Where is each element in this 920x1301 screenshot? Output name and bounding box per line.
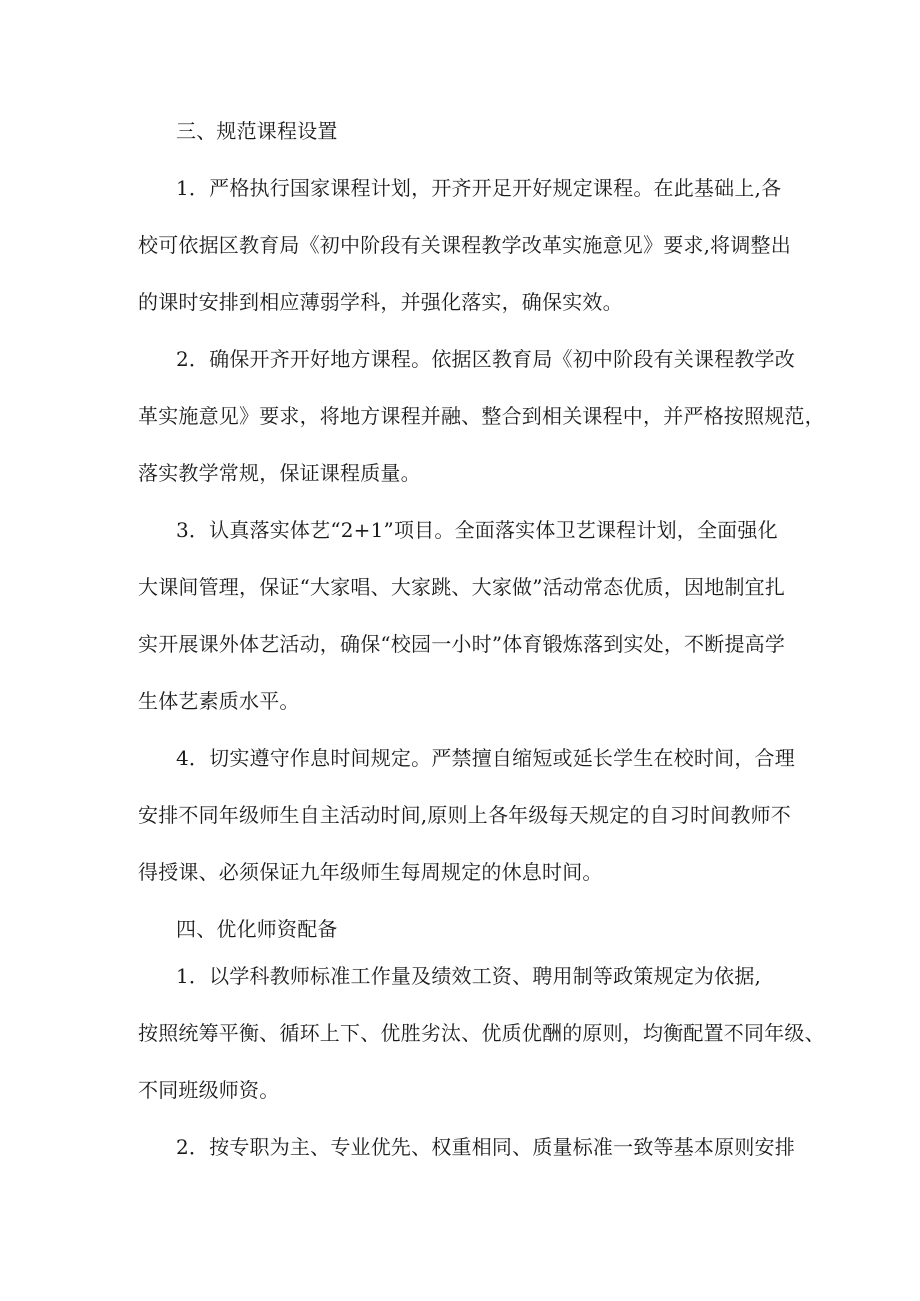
paragraph-line: 落实教学常规，保证课程质量。: [138, 461, 421, 485]
paragraph-line: 4．切实遵守作息时间规定。严禁擅自缩短或延长学生在校时间，合理: [176, 746, 795, 770]
paragraph-line: 革实施意见》要求，将地方课程并融、整合到相关课程中，并严格按照规范，: [138, 404, 825, 428]
section-heading: 四、优化师资配备: [176, 917, 338, 941]
paragraph-line: 2．确保开齐开好地方课程。依据区教育局《初中阶段有关课程教学改: [176, 347, 795, 371]
paragraph-line: 2．按专职为主、专业优先、权重相同、质量标准一致等基本原则安排: [176, 1135, 795, 1159]
paragraph-line: 1．严格执行国家课程计划，开齐开足开好规定课程。在此基础上,各: [176, 176, 782, 200]
paragraph-line: 生体艺素质水平。: [138, 689, 300, 713]
paragraph-line: 安排不同年级师生自主活动时间,原则上各年级每天规定的自习时间教师不: [138, 803, 791, 827]
paragraph-line: 不同班级师资。: [138, 1078, 280, 1102]
paragraph-line: 3．认真落实体艺“2+1”项目。全面落实体卫艺课程计划，全面强化: [176, 518, 778, 542]
paragraph-line: 校可依据区教育局《初中阶段有关课程教学改革实施意见》要求,将调整出: [138, 233, 791, 257]
section-heading: 三、规范课程设置: [176, 119, 338, 143]
paragraph-line: 的课时安排到相应薄弱学科，并强化落实，确保实效。: [138, 290, 623, 314]
paragraph-line: 大课间管理，保证“大家唱、大家跳、大家做”活动常态优质，因地制宜扎: [138, 575, 786, 599]
paragraph-line: 实开展课外体艺活动，确保“校园一小时”体育锻炼落到实处，不断提高学: [138, 632, 786, 656]
paragraph-line: 得授课、必须保证九年级师生每周规定的休息时间。: [138, 860, 603, 884]
paragraph-line: 按照统筹平衡、循环上下、优胜劣汰、优质优酬的原则，均衡配置不同年级、: [138, 1021, 825, 1045]
paragraph-line: 1．以学科教师标准工作量及绩效工资、聘用制等政策规定为依据,: [176, 964, 762, 988]
